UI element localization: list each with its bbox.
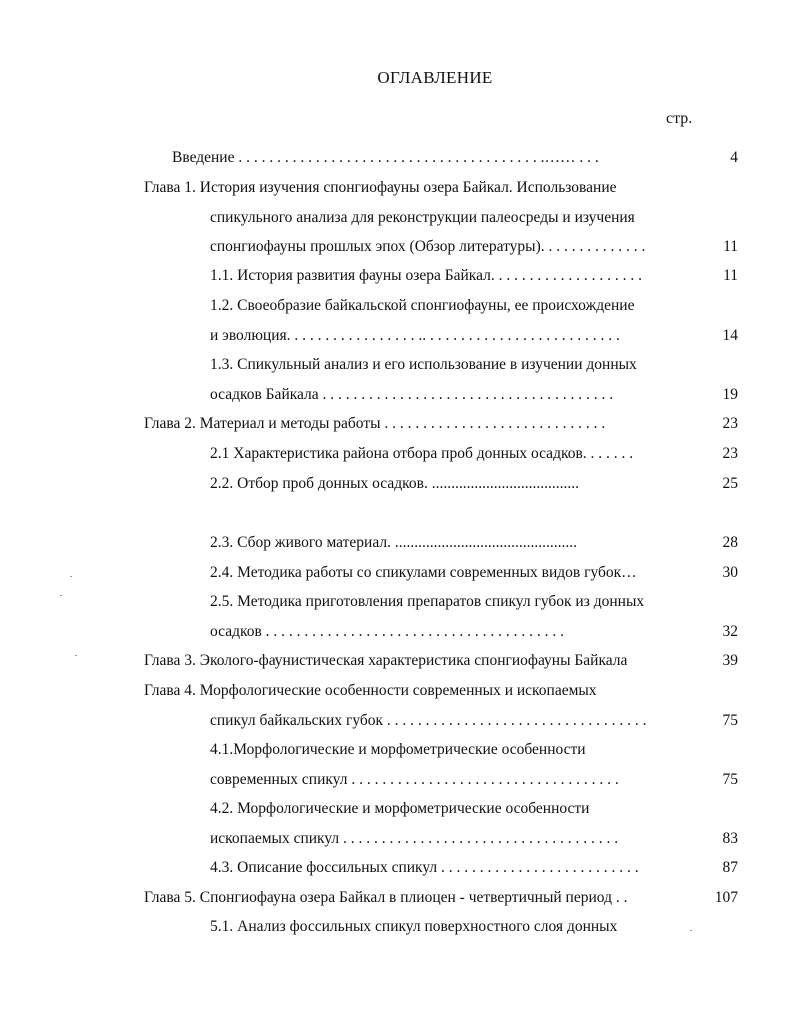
toc-entry-page: 75 [722,712,738,729]
toc-entry-text: Глава 1. История изучения спонгиофауны озера Байкал. Использование [144,179,617,196]
toc-entry-page: 83 [722,830,738,847]
toc-entry-text: Глава 5. Спонгиофауна озера Байкал в плиоцен - четвертичный период . . [144,889,628,906]
toc-entry-text: 2.1 Характеристика района отбора проб донных осадков. . . . . . . [210,445,634,462]
toc-entry-page: 87 [722,859,738,876]
toc-entry-page: 32 [722,623,738,640]
toc-entry-text: осадков . . . . . . . . . . . . . . . . . . . . . . . . . . . . . . . . . . . . . . . [210,623,565,640]
scan-speck [690,930,692,931]
toc-entry-text: спонгиофауны прошлых эпох (Обзор литературы). . . . . . . . . . . . . . [210,238,646,255]
toc-entry-text: 2.2. Отбор проб донных осадков. ...................................... [210,475,579,492]
toc-entry-text: 1.2. Своеобразие байкальской спонгиофауны, ее происхождение [210,297,635,314]
toc-entry-page: 39 [722,652,738,669]
toc-entry-text: Глава 3. Эколого-фаунистическая характеристика спонгиофауны Байкала [144,652,628,669]
toc-entry-page: 25 [722,475,738,492]
toc-entry-page: 19 [722,386,738,403]
toc-entry-text: 2.5. Методика приготовления препаратов спикул губок из донных [210,593,645,610]
toc-entry-text: 4.2. Морфологические и морфометрические особенности [210,800,590,817]
toc-entry-text: 4.3. Описание фоссильных спикул . . . . . . . . . . . . . . . . . . . . . . . . . . [210,859,639,876]
toc-entry-text: Глава 2. Материал и методы работы . . . . . . . . . . . . . . . . . . . . . . . . . . . . . [144,415,606,432]
toc-entry-text: 5.1. Анализ фоссильных спикул поверхностного слоя донных [210,918,618,935]
toc-entry-page: 107 [714,889,738,906]
toc-entry-page: 23 [722,445,738,462]
toc-entry-text: Глава 4. Морфологические особенности современных и ископаемых [144,682,597,699]
scan-speck [75,655,77,656]
toc-entry-text: ископаемых спикул . . . . . . . . . . . . . . . . . . . . . . . . . . . . . . . . . . . . [210,830,619,847]
page-column-label: стр. [666,110,693,127]
toc-entry-page: 4 [730,149,738,166]
page-title: ОГЛАВЛЕНИЕ [377,68,493,87]
scan-speck [70,576,72,577]
toc-entry-text: спикульного анализа для реконструкции палеосреды и изучения [210,209,635,226]
toc-entry-text: и эволюция. . . . . . . . . . . . . . . . . .. . . . . . . . . . . . . . . . . . . . . . . . . . [210,327,620,344]
toc-entry-text: 1.3. Спикульный анализ и его использование в изучении донных [210,356,637,373]
toc-entry-page: 14 [722,327,738,344]
toc-entry-text: 2.3. Сбор живого материал. ............................................... [210,534,577,551]
toc-entry-text: спикул байкальских губок . . . . . . . . . . . . . . . . . . . . . . . . . . . . . . . . . . [210,712,647,729]
toc-entry-text: Введение . . . . . . . . . . . . . . . . . . . . . . . . . . . . . . . . . . . . . . . .…… . . . [172,149,599,166]
toc-entry-text: 4.1.Морфологические и морфометрические особенности [210,741,586,758]
toc-entry-text: 2.4. Методика работы со спикулами современных видов губок… [210,564,637,581]
toc-entry-text: 1.1. История развития фауны озера Байкал. . . . . . . . . . . . . . . . . . . . [210,267,642,284]
toc-entry-text: осадков Байкала . . . . . . . . . . . . . . . . . . . . . . . . . . . . . . . . . . . . . . [210,386,614,403]
toc-entry-page: 75 [722,771,738,788]
toc-entry-page: 28 [722,534,738,551]
toc-entry-page: 23 [722,415,738,432]
toc-entry-page: 11 [723,267,738,284]
scan-speck [60,595,62,596]
toc-entry-page: 11 [723,238,738,255]
toc-entry-page: 30 [722,564,738,581]
toc-entry-text: современных спикул . . . . . . . . . . . . . . . . . . . . . . . . . . . . . . . . . . . [210,771,619,788]
